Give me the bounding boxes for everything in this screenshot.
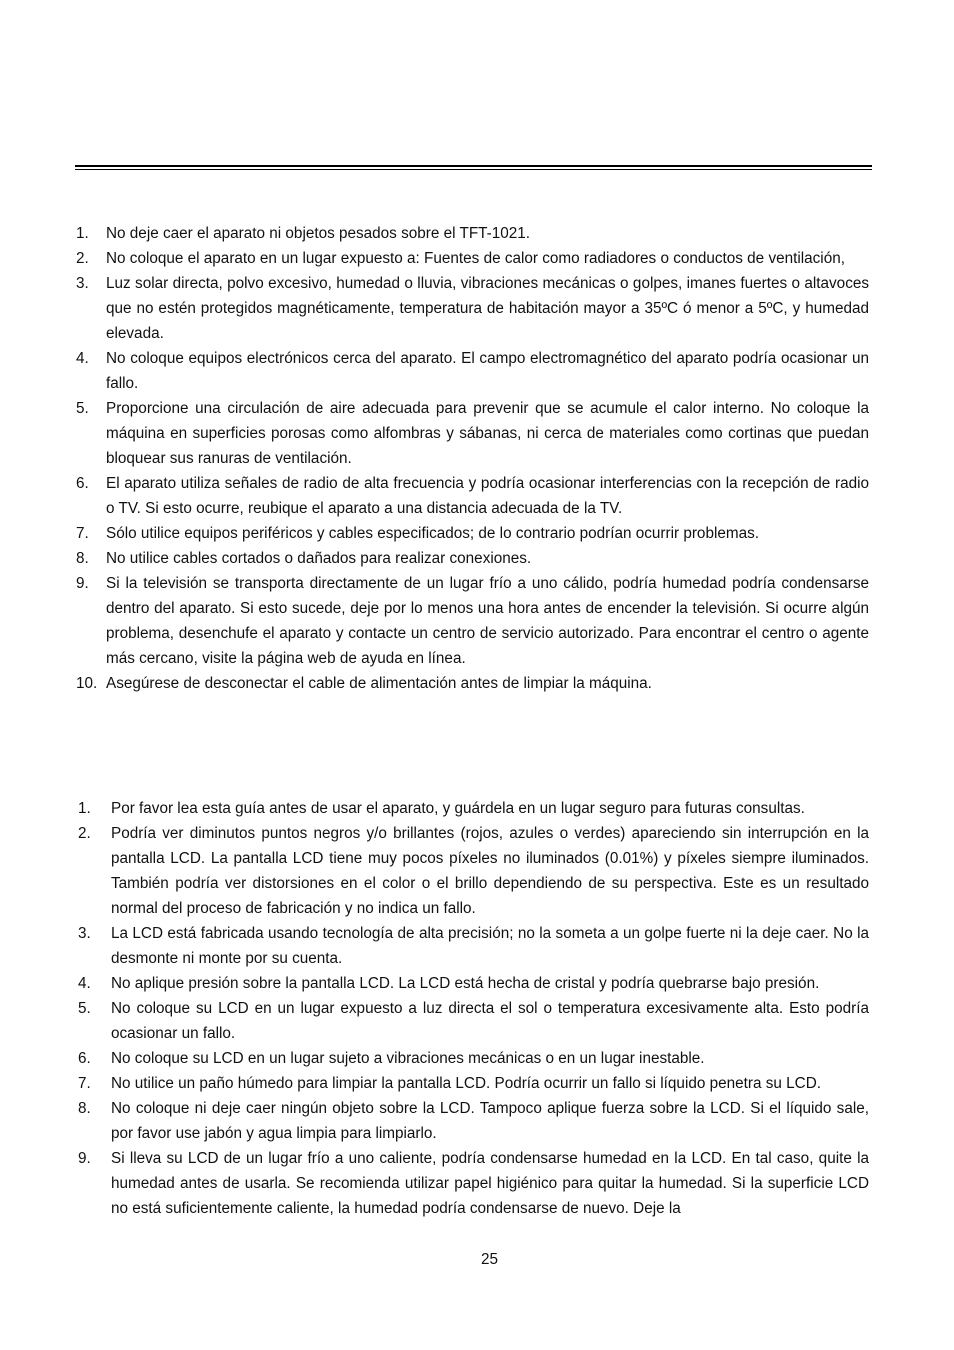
list-item <box>0 471 869 521</box>
item-number: 1. <box>78 800 91 817</box>
list-item <box>0 921 869 971</box>
item-text: No aplique presión sobre la pantalla LCD. La LCD está hecha de cristal y podría quebrarse bajo presión. <box>111 975 820 992</box>
item-text: Proporcione una circulación de aire adecuada para prevenir que se acumule el calor interno. No coloque la máquina en superficies porosas como alfombras y sábanas, ni cerca de materiales como cortinas que puedan bloquear sus ranuras de ventilación. <box>106 400 869 467</box>
item-text: No coloque el aparato en un lugar expuesto a: Fuentes de calor como radiadores o conductos de ventilación, <box>106 250 845 267</box>
item-text: No coloque equipos electrónicos cerca del aparato. El campo electromagnético del aparato podría ocasionar un fallo. <box>106 350 869 392</box>
item-number: 8. <box>78 1100 91 1117</box>
page-number: 25 <box>480 1251 498 1268</box>
header-rule-thick <box>75 165 872 167</box>
item-number: 2. <box>78 825 91 842</box>
item-number: 4. <box>76 350 89 367</box>
item-number: 9. <box>76 575 89 592</box>
item-text: Por favor lea esta guía antes de usar el aparato, y guárdela en un lugar seguro para futuras consultas. <box>111 800 805 817</box>
item-text: Podría ver diminutos puntos negros y/o brillantes (rojos, azules o verdes) apareciendo sin interrupción en la pantalla LCD. La pantalla LCD tiene muy pocos píxeles no iluminados (0.01%) y píxeles siempre iluminados. También podría ver distorsiones en el color o el brillo dependiendo de su perspectiva. Este es un resultado normal del proceso de fabricación y no indica un fallo. <box>111 825 869 917</box>
item-text: No utilice cables cortados o dañados para realizar conexiones. <box>106 550 532 567</box>
list-item <box>0 671 869 696</box>
item-number: 5. <box>76 400 89 417</box>
item-text: Si la televisión se transporta directamente de un lugar frío a uno cálido, podría humedad podría condensarse dentro del aparato. Si esto sucede, deje por lo menos una hora antes de encender la televisión. Si ocurre algún problema, desenchufe el aparato y contacte un centro de servicio autorizado. Para encontrar el centro o agente más cercano, visite la página web de ayuda en línea. <box>106 575 869 667</box>
item-text: La LCD está fabricada usando tecnología de alta precisión; no la someta a un golpe fuerte ni la deje caer. No la desmonte ni monte por su cuenta. <box>111 925 869 967</box>
list-item <box>0 1096 869 1146</box>
list-item <box>0 571 869 671</box>
item-text: Luz solar directa, polvo excesivo, humedad o lluvia, vibraciones mecánicas o golpes, imanes fuertes o altavoces que no estén protegidos magnéticamente, temperatura de habitación mayor a 35ºC ó menor a 5ºC, y humedad elevada. <box>106 275 869 342</box>
item-text: Si lleva su LCD de un lugar frío a uno caliente, podría condensarse humedad en la LCD. En tal caso, quite la humedad antes de usarla. Se recomienda utilizar papel higiénico para quitar la humedad. Si la superficie LCD no está suficientemente caliente, la humedad podría condensarse de nuevo. Deje la <box>111 1150 869 1217</box>
list-item <box>0 221 869 246</box>
item-number: 10. <box>76 675 98 692</box>
item-number: 9. <box>78 1150 91 1167</box>
item-number: 4. <box>78 975 91 992</box>
item-text: Sólo utilice equipos periféricos y cables especificados; de lo contrario podrían ocurrir problemas. <box>106 525 760 542</box>
list-item <box>0 1146 869 1221</box>
header-rule <box>75 165 872 171</box>
item-number: 2. <box>76 250 89 267</box>
list-item <box>0 271 869 346</box>
lcd-care-list <box>0 796 954 1221</box>
list-item <box>0 796 869 821</box>
list-item <box>0 971 869 996</box>
item-text: No deje caer el aparato ni objetos pesados sobre el TFT-1021. <box>106 225 531 242</box>
item-text: No coloque su LCD en un lugar sujeto a vibraciones mecánicas o en un lugar inestable. <box>111 1050 705 1067</box>
header-rule-thin <box>75 169 872 170</box>
list-item <box>0 821 869 921</box>
item-text: No coloque su LCD en un lugar expuesto a luz directa el sol o temperatura excesivamente alta. Esto podría ocasionar un fallo. <box>111 1000 869 1042</box>
item-number: 3. <box>78 925 91 942</box>
list-item <box>0 1046 869 1071</box>
item-number: 6. <box>76 475 89 492</box>
item-number: 7. <box>78 1075 91 1092</box>
list-item <box>0 546 869 571</box>
item-number: 6. <box>78 1050 91 1067</box>
list-item <box>0 396 869 471</box>
list-item <box>0 246 869 271</box>
item-text: Asegúrese de desconectar el cable de alimentación antes de limpiar la máquina. <box>106 675 652 692</box>
item-number: 5. <box>78 1000 91 1017</box>
item-number: 8. <box>76 550 89 567</box>
item-number: 1. <box>76 225 89 242</box>
list-item <box>0 996 869 1046</box>
item-text: No utilice un paño húmedo para limpiar la pantalla LCD. Podría ocurrir un fallo si líquido penetra su LCD. <box>111 1075 821 1092</box>
item-text: El aparato utiliza señales de radio de alta frecuencia y podría ocasionar interferencias con la recepción de radio o TV. Si esto ocurre, reubique el aparato a una distancia adecuada de la TV. <box>106 475 869 517</box>
precautions-list <box>0 221 954 696</box>
item-number: 7. <box>76 525 89 542</box>
list-item <box>0 346 869 396</box>
item-text: No coloque ni deje caer ningún objeto sobre la LCD. Tampoco aplique fuerza sobre la LCD. Si el líquido sale, por favor use jabón y agua limpia para limpiarlo. <box>111 1100 869 1142</box>
list-item <box>0 1071 869 1096</box>
item-number: 3. <box>76 275 89 292</box>
list-item <box>0 521 869 546</box>
